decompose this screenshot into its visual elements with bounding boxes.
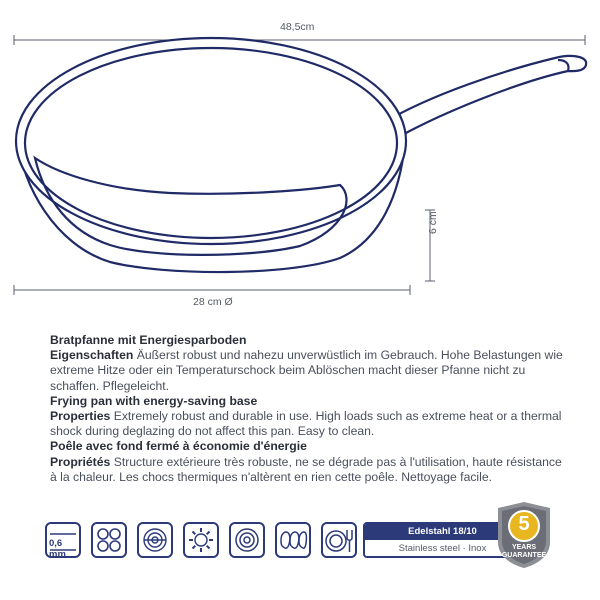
material-thickness-icon bbox=[45, 522, 81, 558]
title-fr: Poêle avec fond fermé à économie d'énergie bbox=[50, 439, 307, 454]
halogen-icon bbox=[275, 522, 311, 558]
text-en: Extremely robust and durable in use. High loads such as extreme heat or a thermal shock during deglazing do not affect this pan. Easy to clean. bbox=[50, 409, 562, 439]
guarantee-line1: YEARS bbox=[511, 544, 537, 551]
description-fr bbox=[50, 439, 570, 485]
pan-body bbox=[16, 38, 406, 272]
text-de: Äußerst robust und nahezu unverwüstlich im Gebrauch. Hohe Belastungen wie extreme Hitze oder ein Temperaturschock beim Ablöschen macht dieser Pfanne nicht zu schaffen. Pflegeleicht. bbox=[50, 348, 563, 393]
dishwasher-icon bbox=[321, 522, 357, 558]
title-en: Frying pan with energy-saving base bbox=[50, 393, 258, 408]
width-label: 48,5cm bbox=[280, 21, 315, 33]
guarantee-number: 5 bbox=[518, 513, 530, 535]
diameter-dimension-line bbox=[14, 285, 410, 295]
thickness-value: 0,6 mm bbox=[49, 538, 66, 560]
description-de bbox=[50, 333, 570, 394]
guarantee-badge bbox=[494, 500, 554, 570]
material-bottom-label: Stainless steel · Inox bbox=[398, 543, 487, 554]
gas-flame-icon bbox=[183, 522, 219, 558]
label-en: Properties bbox=[50, 409, 111, 424]
guarantee-line2: GUARANTEE bbox=[501, 552, 547, 559]
material-top-label: Edelstahl 18/10 bbox=[365, 524, 520, 540]
width-dimension-line bbox=[14, 35, 585, 45]
label-de: Eigenschaften bbox=[50, 348, 134, 363]
induction-icon bbox=[137, 522, 173, 558]
hob-icon bbox=[91, 522, 127, 558]
electric-plate-icon bbox=[229, 522, 265, 558]
product-description bbox=[50, 333, 570, 485]
text-fr: Structure extérieure très robuste, ne se dégrade pas à l'utilisation, haute résistance à la chaleur. Les chocs thermiques n'altèrent en rien cette poêle. Nettoyage facile. bbox=[50, 454, 562, 484]
height-label: 6 cm bbox=[427, 211, 439, 234]
pan-handle bbox=[384, 56, 586, 134]
diameter-label: 28 cm Ø bbox=[193, 296, 233, 308]
description-en bbox=[50, 394, 570, 440]
title-de: Bratpfanne mit Energiesparboden bbox=[50, 333, 247, 347]
label-fr: Propriétés bbox=[50, 454, 111, 469]
